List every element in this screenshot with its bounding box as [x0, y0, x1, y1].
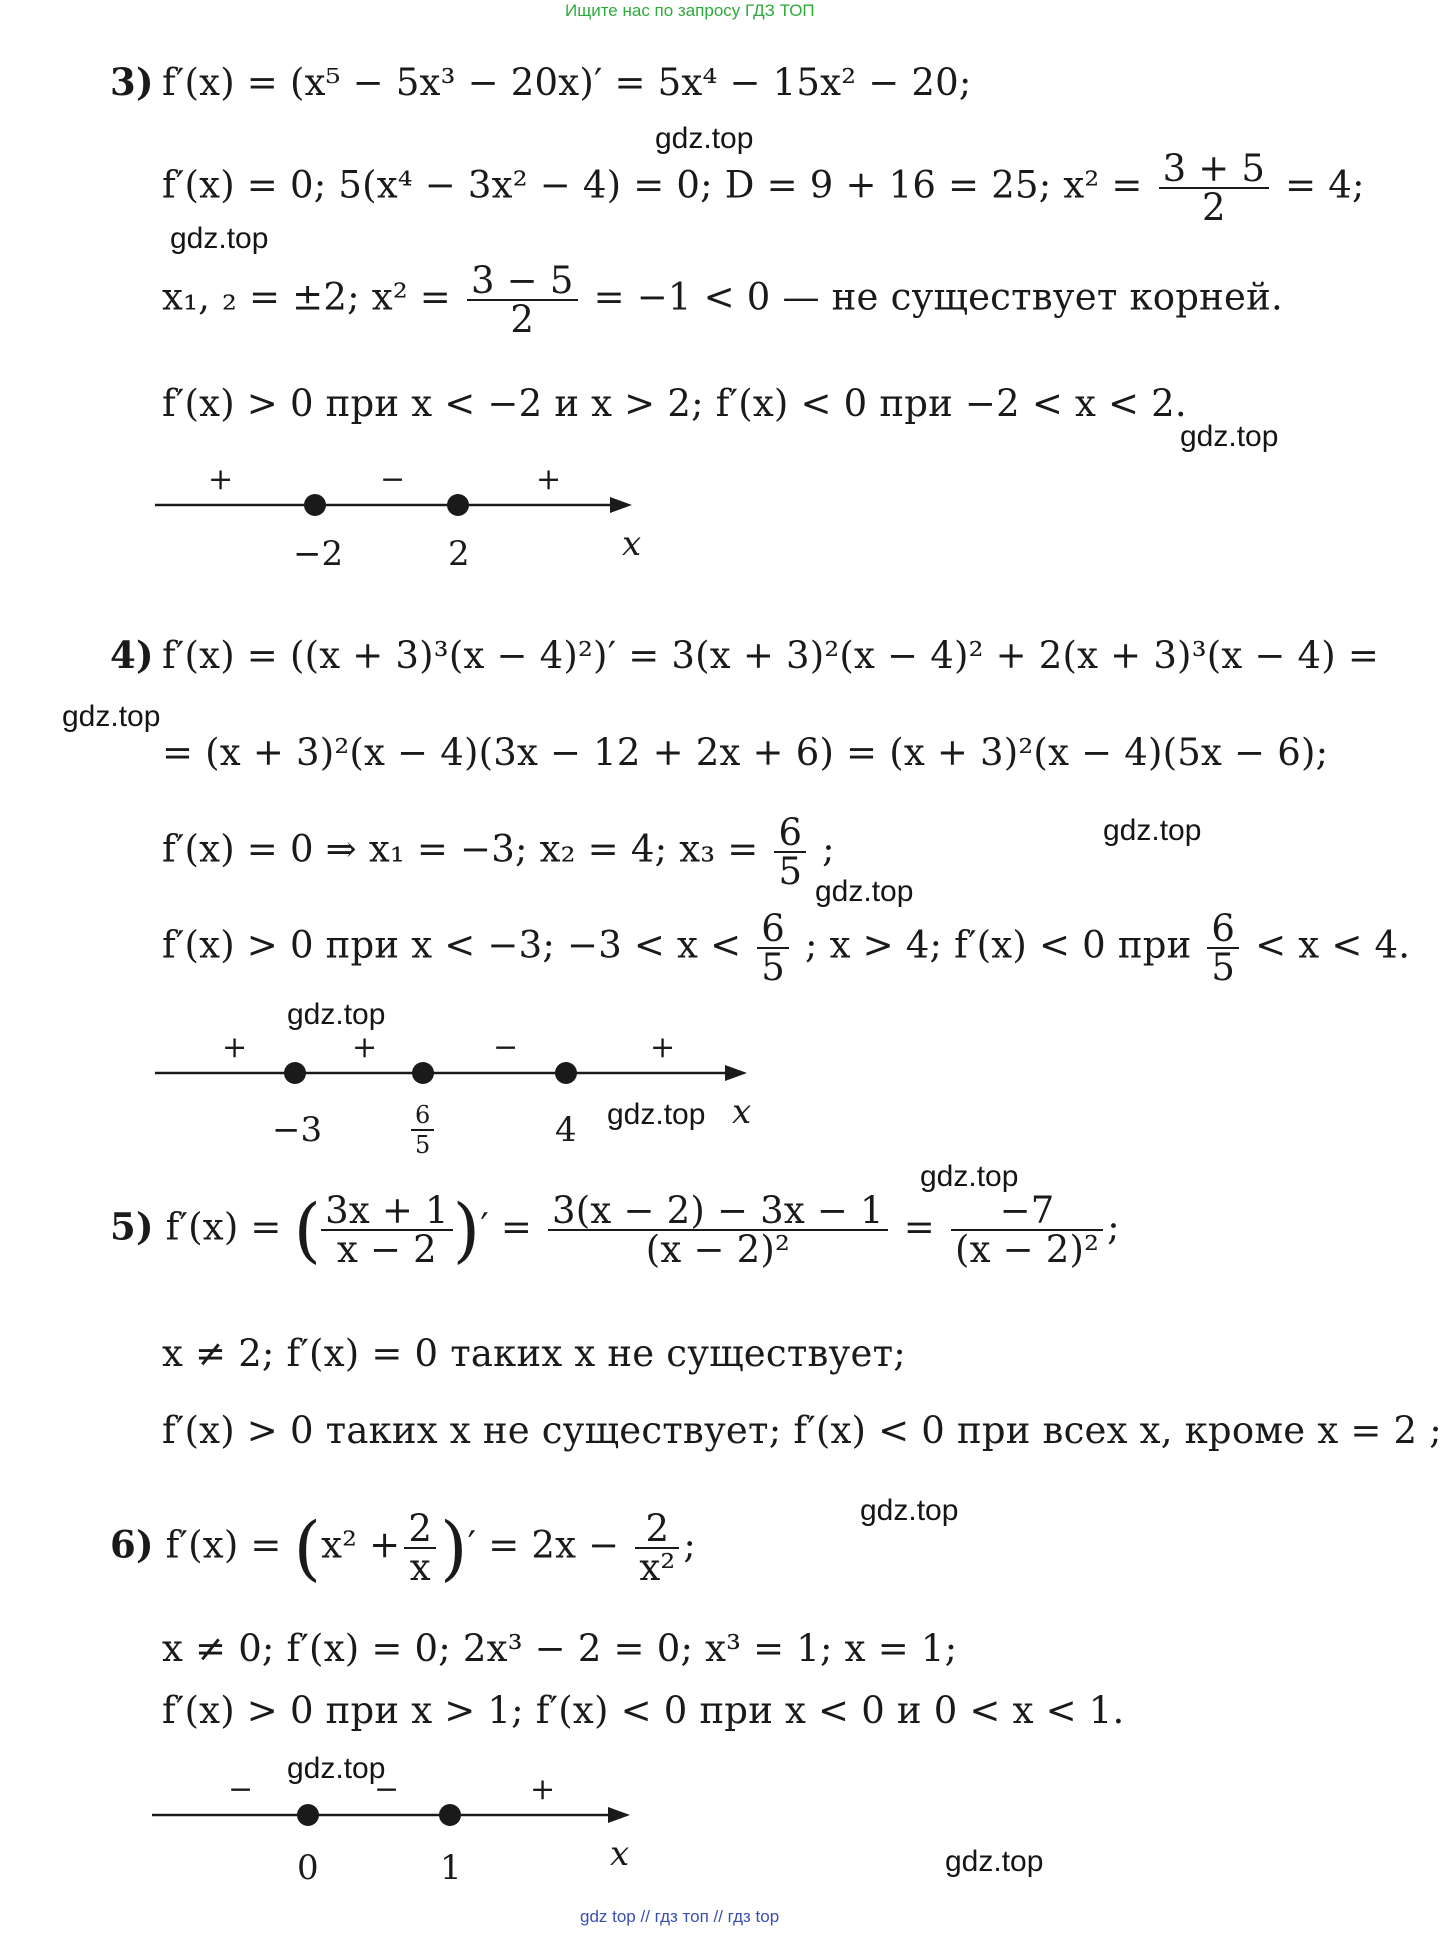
- critical-point: [439, 1804, 461, 1826]
- task3-line3: x₁, ₂ = ±2; x² = $\frac{3 - 5}{2}$ = −1 < 0 — не существует корней.: [162, 259, 1283, 341]
- sign-label: +: [208, 462, 234, 497]
- task3-line4: f′(x) > 0 при x < −2 и x > 2; f′(x) < 0 при −2 < x < 2.: [162, 382, 1187, 425]
- point-label: 4: [555, 1110, 577, 1150]
- point-label: −2: [293, 534, 344, 574]
- point-label: 2: [448, 534, 470, 574]
- sign-label: −: [493, 1030, 519, 1065]
- watermark: gdz.top: [1103, 814, 1202, 847]
- task4-line1: f′(x) = ((x + 3)³(x − 4)²)′ = 3(x + 3)²(x − 4)² + 2(x + 3)³(x − 4) =: [162, 634, 1380, 677]
- task4-line4: f′(x) > 0 при x < −3; −3 < x < $\frac{6}{5}$ ; x > 4; f′(x) < 0 при $\frac{6}{5}$ < x < 4.: [162, 907, 1411, 989]
- watermark: gdz.top: [655, 122, 754, 155]
- point-label: 1: [440, 1848, 462, 1888]
- point-label-fraction: $\frac{6}{5}$: [411, 1101, 434, 1159]
- task4-line2: = (x + 3)²(x − 4)(3x − 12 + 2x + 6) = (x + 3)²(x − 4)(5x − 6);: [162, 731, 1329, 774]
- task-number: 5): [110, 1204, 154, 1249]
- task6-line1: 6) f′(x) = (x² + $\frac{2}{x}$ )′ = 2x − $\frac{2}{\text{x²}}$ ;: [110, 1507, 697, 1589]
- task-number: 6): [110, 1522, 154, 1567]
- critical-point: [555, 1062, 577, 1084]
- task5-line2: x ≠ 2; f′(x) = 0 таких x не существует;: [162, 1332, 906, 1375]
- axis-variable: x: [622, 524, 642, 564]
- task5-line1: 5) f′(x) = ( $\frac{3x + 1}{x - 2}$ )′ = $\frac{3(x - 2) - 3x - 1}{\text{(x − 2)²}}$ = $\frac{-7}{\text{(x − 2)²}}$ ;: [110, 1189, 1120, 1271]
- task3-line1: f′(x) = (x⁵ − 5x³ − 20x)′ = 5x⁴ − 15x² − 20;: [162, 61, 972, 104]
- critical-point: [412, 1062, 434, 1084]
- axis-variable: x: [732, 1092, 752, 1132]
- sign-label: +: [650, 1030, 676, 1065]
- watermark: gdz.top: [607, 1098, 706, 1131]
- watermark: gdz.top: [920, 1160, 1019, 1193]
- header-text: Ищите нас по запросу ГДЗ ТОП: [565, 1, 815, 20]
- sign-label: +: [536, 462, 562, 497]
- task-number: 4): [110, 633, 154, 677]
- sign-label: −: [228, 1772, 254, 1807]
- sign-label: −: [374, 1772, 400, 1807]
- watermark: gdz.top: [945, 1845, 1044, 1878]
- sign-label: −: [380, 462, 406, 497]
- task6-line2: x ≠ 0; f′(x) = 0; 2x³ − 2 = 0; x³ = 1; x = 1;: [162, 1627, 958, 1670]
- critical-point: [447, 494, 469, 516]
- task-number: 3): [110, 60, 154, 104]
- watermark: gdz.top: [62, 700, 161, 733]
- watermark: gdz.top: [287, 998, 386, 1031]
- watermark: gdz.top: [815, 875, 914, 908]
- axis-variable: x: [610, 1834, 630, 1874]
- critical-point: [297, 1804, 319, 1826]
- watermark: gdz.top: [170, 222, 269, 255]
- task3-line2: f′(x) = 0; 5(x⁴ − 3x² − 4) = 0; D = 9 + 16 = 25; x² = $\frac{3 + 5}{2}$ = 4;: [162, 147, 1365, 229]
- critical-point: [284, 1062, 306, 1084]
- task4-line3: f′(x) = 0 ⇒ x₁ = −3; x₂ = 4; x₃ = $\frac{6}{5}$ ;: [162, 811, 835, 893]
- task5-line3: f′(x) > 0 таких x не существует; f′(x) < 0 при всех x, кроме x = 2 ;: [162, 1409, 1442, 1452]
- point-label: −3: [272, 1110, 323, 1150]
- sign-label: +: [222, 1030, 248, 1065]
- footer-text: gdz top // гдз топ // гдз top: [580, 1907, 780, 1926]
- watermark: gdz.top: [287, 1752, 386, 1785]
- task6-line3: f′(x) > 0 при x > 1; f′(x) < 0 при x < 0 и 0 < x < 1.: [162, 1689, 1125, 1732]
- sign-label: +: [530, 1772, 556, 1807]
- watermark: gdz.top: [1180, 420, 1279, 453]
- watermark: gdz.top: [860, 1494, 959, 1527]
- sign-label: +: [352, 1030, 378, 1065]
- critical-point: [304, 494, 326, 516]
- point-label: 0: [297, 1848, 319, 1888]
